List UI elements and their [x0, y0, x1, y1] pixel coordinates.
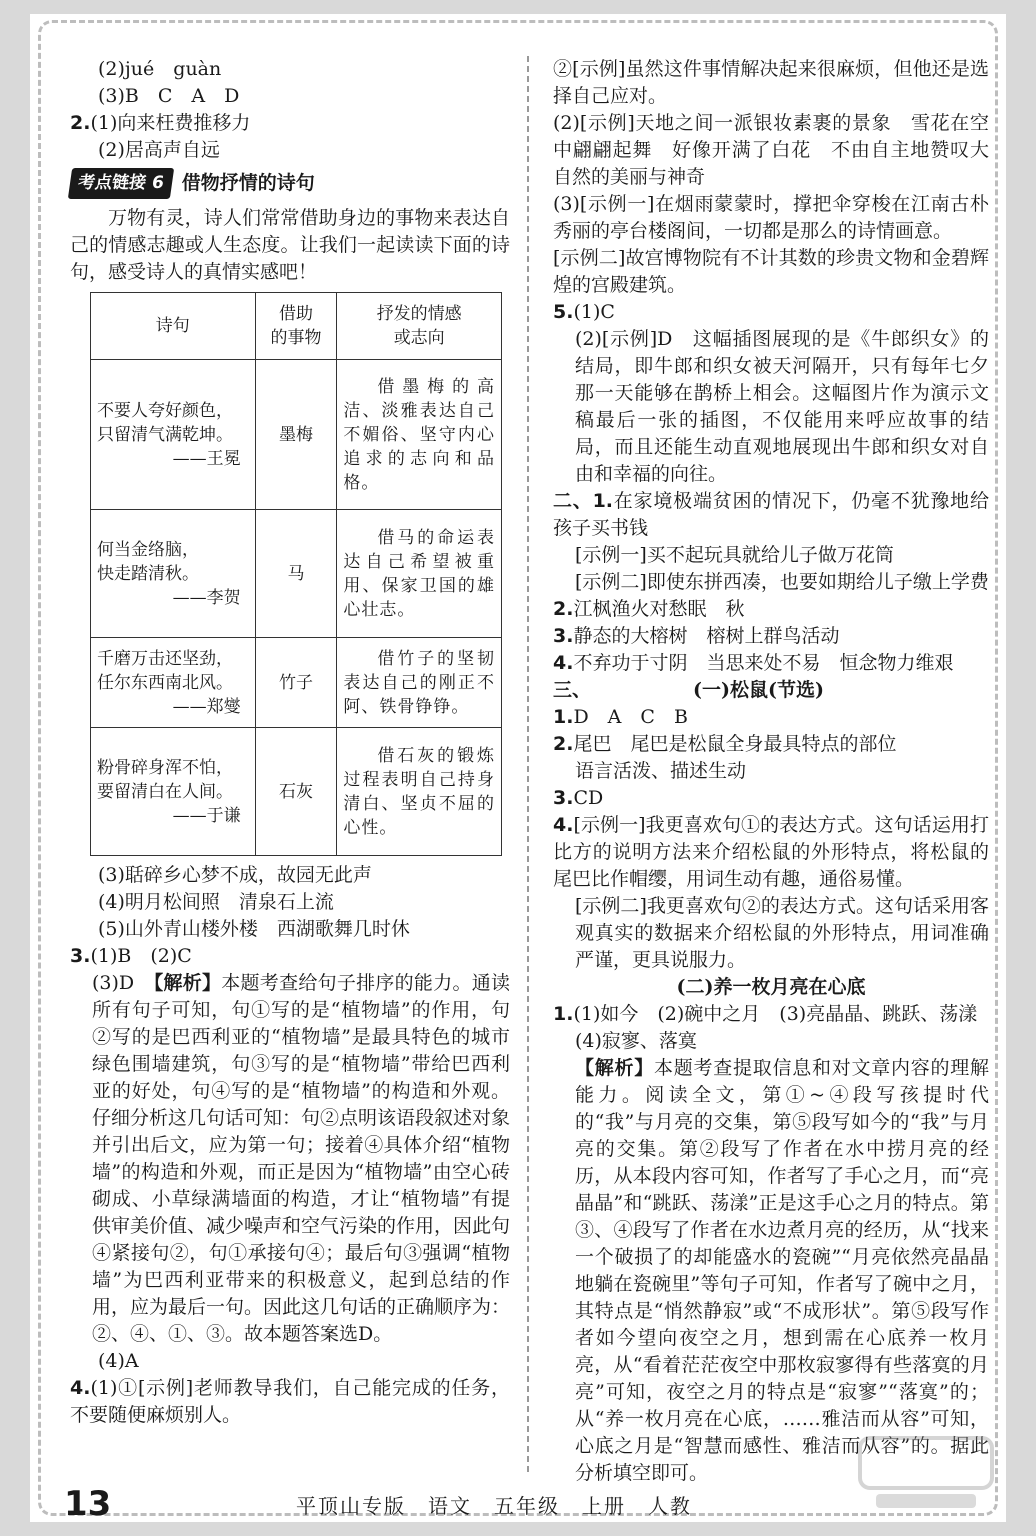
table-row — [91, 510, 502, 638]
watermark-logo — [856, 1434, 996, 1514]
subsection-title: (一)松鼠(节选) — [693, 679, 824, 701]
poem-cell — [91, 728, 256, 856]
poem-line: 粉骨碎身浑不怕， — [97, 757, 233, 778]
header-thing-line1: 借助 — [278, 304, 313, 324]
section-banner — [70, 168, 510, 199]
answer-text: 尾巴 尾巴是松鼠全身最具特点的部位 — [573, 733, 897, 755]
thing-cell: 竹子 — [255, 638, 337, 728]
answer-paragraph: [示例二]故宫博物院有不计其数的珍贵文物和金碧辉煌的宫殿建筑。 — [553, 247, 989, 296]
answer-line — [553, 1001, 989, 1028]
header-thing — [255, 293, 337, 360]
answer-line: [示例二]即使东拼西凑，也要如期给儿子缴上学费 — [575, 571, 989, 593]
poem-author: ——郑燮 — [172, 696, 241, 717]
answer-line — [553, 596, 989, 623]
poem-line: 任尔东西南北风。 — [97, 672, 233, 693]
answer-line — [70, 110, 510, 137]
answer-text: (3)D — [92, 972, 154, 994]
analysis-tag: 【解析】 — [575, 1057, 654, 1079]
analysis-tag: 【解析】 — [153, 972, 222, 994]
answer-paragraph: [示例二]我更喜欢句②的表达方式。这句话采用客观真实的数据来介绍松鼠的外形特点，用词准确严谨，更具说服力。 — [575, 895, 989, 971]
answer-line — [553, 731, 989, 758]
question-number: 1. — [553, 1003, 574, 1025]
answer-text: CD — [573, 787, 604, 809]
right-column — [553, 56, 989, 1487]
poem-line: 何当金络脑， — [97, 539, 199, 560]
answer-line — [553, 299, 989, 326]
table-row — [91, 360, 502, 510]
poem-author: ——于谦 — [172, 805, 241, 826]
header-emotion-line2: 或志向 — [393, 328, 445, 348]
answer-line — [70, 943, 510, 970]
answer-text: [示例一]我更喜欢句①的表达方式。这句话运用打比方的说明方法来介绍松鼠的外形特点，将松鼠的尾巴比作帽缨，用词生动有趣，通俗易懂。 — [553, 814, 989, 890]
emotion-text: 借石灰的锻炼过程表明自己持身清白、坚贞不屈的心性。 — [343, 745, 495, 838]
thing-cell: 石灰 — [255, 728, 337, 856]
answer-text: (1)向来枉费推移力 — [90, 112, 251, 134]
analysis-paragraph — [70, 970, 510, 1348]
header-emotion-line1: 抒发的情感 — [376, 304, 462, 324]
question-number: 4. — [553, 814, 574, 836]
question-number: 2. — [553, 733, 574, 755]
emotion-cell — [337, 728, 502, 856]
poem-line: 要留清白在人间。 — [97, 781, 233, 802]
emotion-text: 借竹子的坚韧表达自己的刚正不阿、铁骨铮铮。 — [343, 648, 495, 717]
question-number: 3. — [553, 787, 574, 809]
question-number: 3. — [70, 945, 91, 967]
subsection-title: (二)养一枚月亮在心底 — [676, 976, 866, 998]
answer-text: 江枫渔火对愁眠 秋 — [573, 598, 745, 620]
page-footer — [64, 1484, 964, 1524]
question-number: 2. — [70, 112, 91, 134]
answer-paragraph — [553, 812, 989, 893]
answer-line — [553, 623, 989, 650]
answer-paragraph: (3)[示例一]在烟雨蒙蒙时，撑把伞穿梭在江南古朴秀丽的亭台楼阁间，一切都是那么的诗情画意。 — [553, 193, 989, 242]
answer-paragraph: (2)[示例]D 这幅插图展现的是《牛郎织女》的结局，即牛郎和织女被天河隔开，只有每年七夕那一天能够在鹊桥上相会。这幅图片作为演示文稿最后一张的插图，不仅能用来呼应故事的结局，而且还能生动直观地展现出牛郎和织女对自由和幸福的向往。 — [575, 328, 989, 485]
answer-line — [553, 704, 989, 731]
answer-text: 不弃功于寸阴 当思来处不易 恒念物力维艰 — [573, 652, 954, 674]
question-number: 2. — [553, 598, 574, 620]
answer-paragraph: ②[示例]虽然这件事情解决起来很麻烦，但他还是选择自己应对。 — [553, 58, 989, 107]
emotion-cell — [337, 360, 502, 510]
answer-text: (1)①[示例]老师教导我们，自己能完成的任务，不要随便麻烦别人。 — [70, 1377, 510, 1426]
header-thing-line2: 的事物 — [270, 328, 322, 348]
section-number: 三、 — [553, 679, 592, 701]
question-number: 1. — [553, 706, 574, 728]
table-row — [91, 638, 502, 728]
answer-text: (1)如今 (2)碗中之月 (3)亮晶晶、跳跃、荡漾 — [573, 1003, 978, 1025]
table-header-row — [91, 293, 502, 360]
header-emotion — [337, 293, 502, 360]
footer-info: 平顶山专版 语文 五年级 上册 人教 — [296, 1494, 692, 1518]
answer-paragraph: (2)[示例]天地之间一派银妆素裹的景象 雪花在空中翩翩起舞 好像开满了白花 不由自主地赞叹大自然的美丽与神奇 — [553, 112, 989, 188]
answer-line: [示例一]买不起玩具就给儿子做万花筒 — [575, 544, 894, 566]
poem-table — [90, 292, 502, 856]
banner-title: 借物抒情的诗句 — [181, 172, 315, 194]
section-number: 二、1. — [553, 490, 614, 512]
answer-line — [553, 785, 989, 812]
answer-text: 静态的大榕树 榕树上群鸟活动 — [573, 625, 840, 647]
poem-line: 不要人夸好颜色， — [97, 400, 233, 421]
answer-text: (1)B (2)C — [90, 945, 192, 967]
left-column — [70, 56, 510, 1429]
answer-line: (4)A — [98, 1350, 139, 1372]
thing-cell: 马 — [255, 510, 337, 638]
emotion-text: 借马的命运表达自己希望被重用、保家卫国的雄心壮志。 — [343, 527, 495, 620]
question-number: 5. — [553, 301, 574, 323]
answer-line: (2)居高声自远 — [98, 139, 220, 161]
poem-author: ——李贺 — [172, 587, 241, 608]
thing-cell: 墨梅 — [255, 360, 337, 510]
answer-line: (3)聒碎乡心梦不成，故园无此声 — [98, 864, 372, 886]
poem-cell — [91, 638, 256, 728]
answer-paragraph — [70, 1375, 510, 1429]
answer-line: (3)B C A D — [98, 85, 240, 107]
answer-paragraph — [553, 488, 989, 542]
emotion-text: 借墨梅的高洁、淡雅表达自己不媚俗、坚守内心追求的志向和品格。 — [343, 376, 495, 493]
answer-line: (4)寂寥、落寞 — [575, 1030, 697, 1052]
answer-line: 语言活泼、描述生动 — [575, 760, 747, 782]
question-number: 4. — [70, 1377, 91, 1399]
answer-line: (5)山外青山楼外楼 西湖歌舞几时休 — [98, 918, 410, 940]
section-heading — [553, 677, 989, 704]
question-number: 3. — [553, 625, 574, 647]
answer-line: (4)明月松间照 清泉石上流 — [98, 891, 334, 913]
answer-text: (1)C — [573, 301, 615, 323]
page-number: 13 — [64, 1484, 112, 1524]
poem-line: 快走踏清秋。 — [97, 563, 199, 584]
intro-paragraph: 万物有灵，诗人们常常借助身边的事物来表达自己的情感志趣或人生态度。让我们一起读读下面的诗句，感受诗人的真情实感吧！ — [70, 207, 510, 283]
header-poem: 诗句 — [91, 293, 256, 360]
answer-text: D A C B — [573, 706, 688, 728]
poem-line: 只留清气满乾坤。 — [97, 424, 233, 445]
poem-cell — [91, 360, 256, 510]
table-row — [91, 728, 502, 856]
question-number: 4. — [553, 652, 574, 674]
emotion-cell — [337, 510, 502, 638]
emotion-cell — [337, 638, 502, 728]
analysis-text: 本题考查给句子排序的能力。通读所有句子可知，句①写的是“植物墙”的作用，句②写的是巴西利亚的“植物墙”是最具特色的城市绿色围墙建筑，句③写的是“植物墙”带给巴西利亚的好处，句④写的是“植物墙”的构造和外观。仔细分析这几句话可知：句②点明该语段叙述对象并引出后文，应为第一句；接着④具体介绍“植物墙”的构造和外观，而正是因为“植物墙”由空心砖砌成、小草绿满墙面的构造，才让“植物墙”有提供审美价值、减少噪声和空气污染的作用，因此句④紧接句②，句①承接句④；最后句③强调“植物墙”为巴西利亚带来的积极意义，起到总结的作用，应为最后一句。因此这几句话的正确顺序为：②、④、①、③。故本题答案选D。 — [92, 972, 511, 1345]
answer-text: 在家境极端贫困的情况下，仍毫不犹豫地给孩子买书钱 — [553, 490, 989, 539]
poem-author: ——王冕 — [172, 448, 241, 469]
poem-line: 千磨万击还坚劲， — [97, 648, 233, 669]
analysis-paragraph — [553, 1055, 989, 1487]
banner-tag: 考点链接 6 — [68, 168, 174, 199]
poem-cell — [91, 510, 256, 638]
answer-line — [553, 650, 989, 677]
answer-line: (2)jué guàn — [98, 58, 222, 80]
column-divider — [527, 56, 529, 1472]
analysis-text: 本题考查提取信息和对文章内容的理解能力。阅读全文，第①~④段写孩提时代的“我”与月亮的交集，第⑤段写如今的“我”与月亮的交集。第②段写了作者在水中捞月亮的经历，从本段内容可知，作者写了手心之月，而“亮晶晶”和“跳跃、荡漾”正是这手心之月的特点。第③、④段写了作者在水边煮月亮的经历，从“找来一个破损了的却能盛水的瓷碗”“月亮依然亮晶晶地躺在瓷碗里”等句子可知，作者写了碗中之月，其特点是“悄然静寂”或“不成形状”。第⑤段写作者如今望向夜空之月，想到需在心底养一枚月亮，从“看着茫茫夜空中那枚寂寥得有些落寞的月亮”可知，夜空之月的特点是“寂寥”“落寞”的；从“养一枚月亮在心底，……雅洁而从容”可知，心底之月是“智慧而感性、雅洁而从容”的。据此分析填空即可。 — [575, 1057, 989, 1484]
